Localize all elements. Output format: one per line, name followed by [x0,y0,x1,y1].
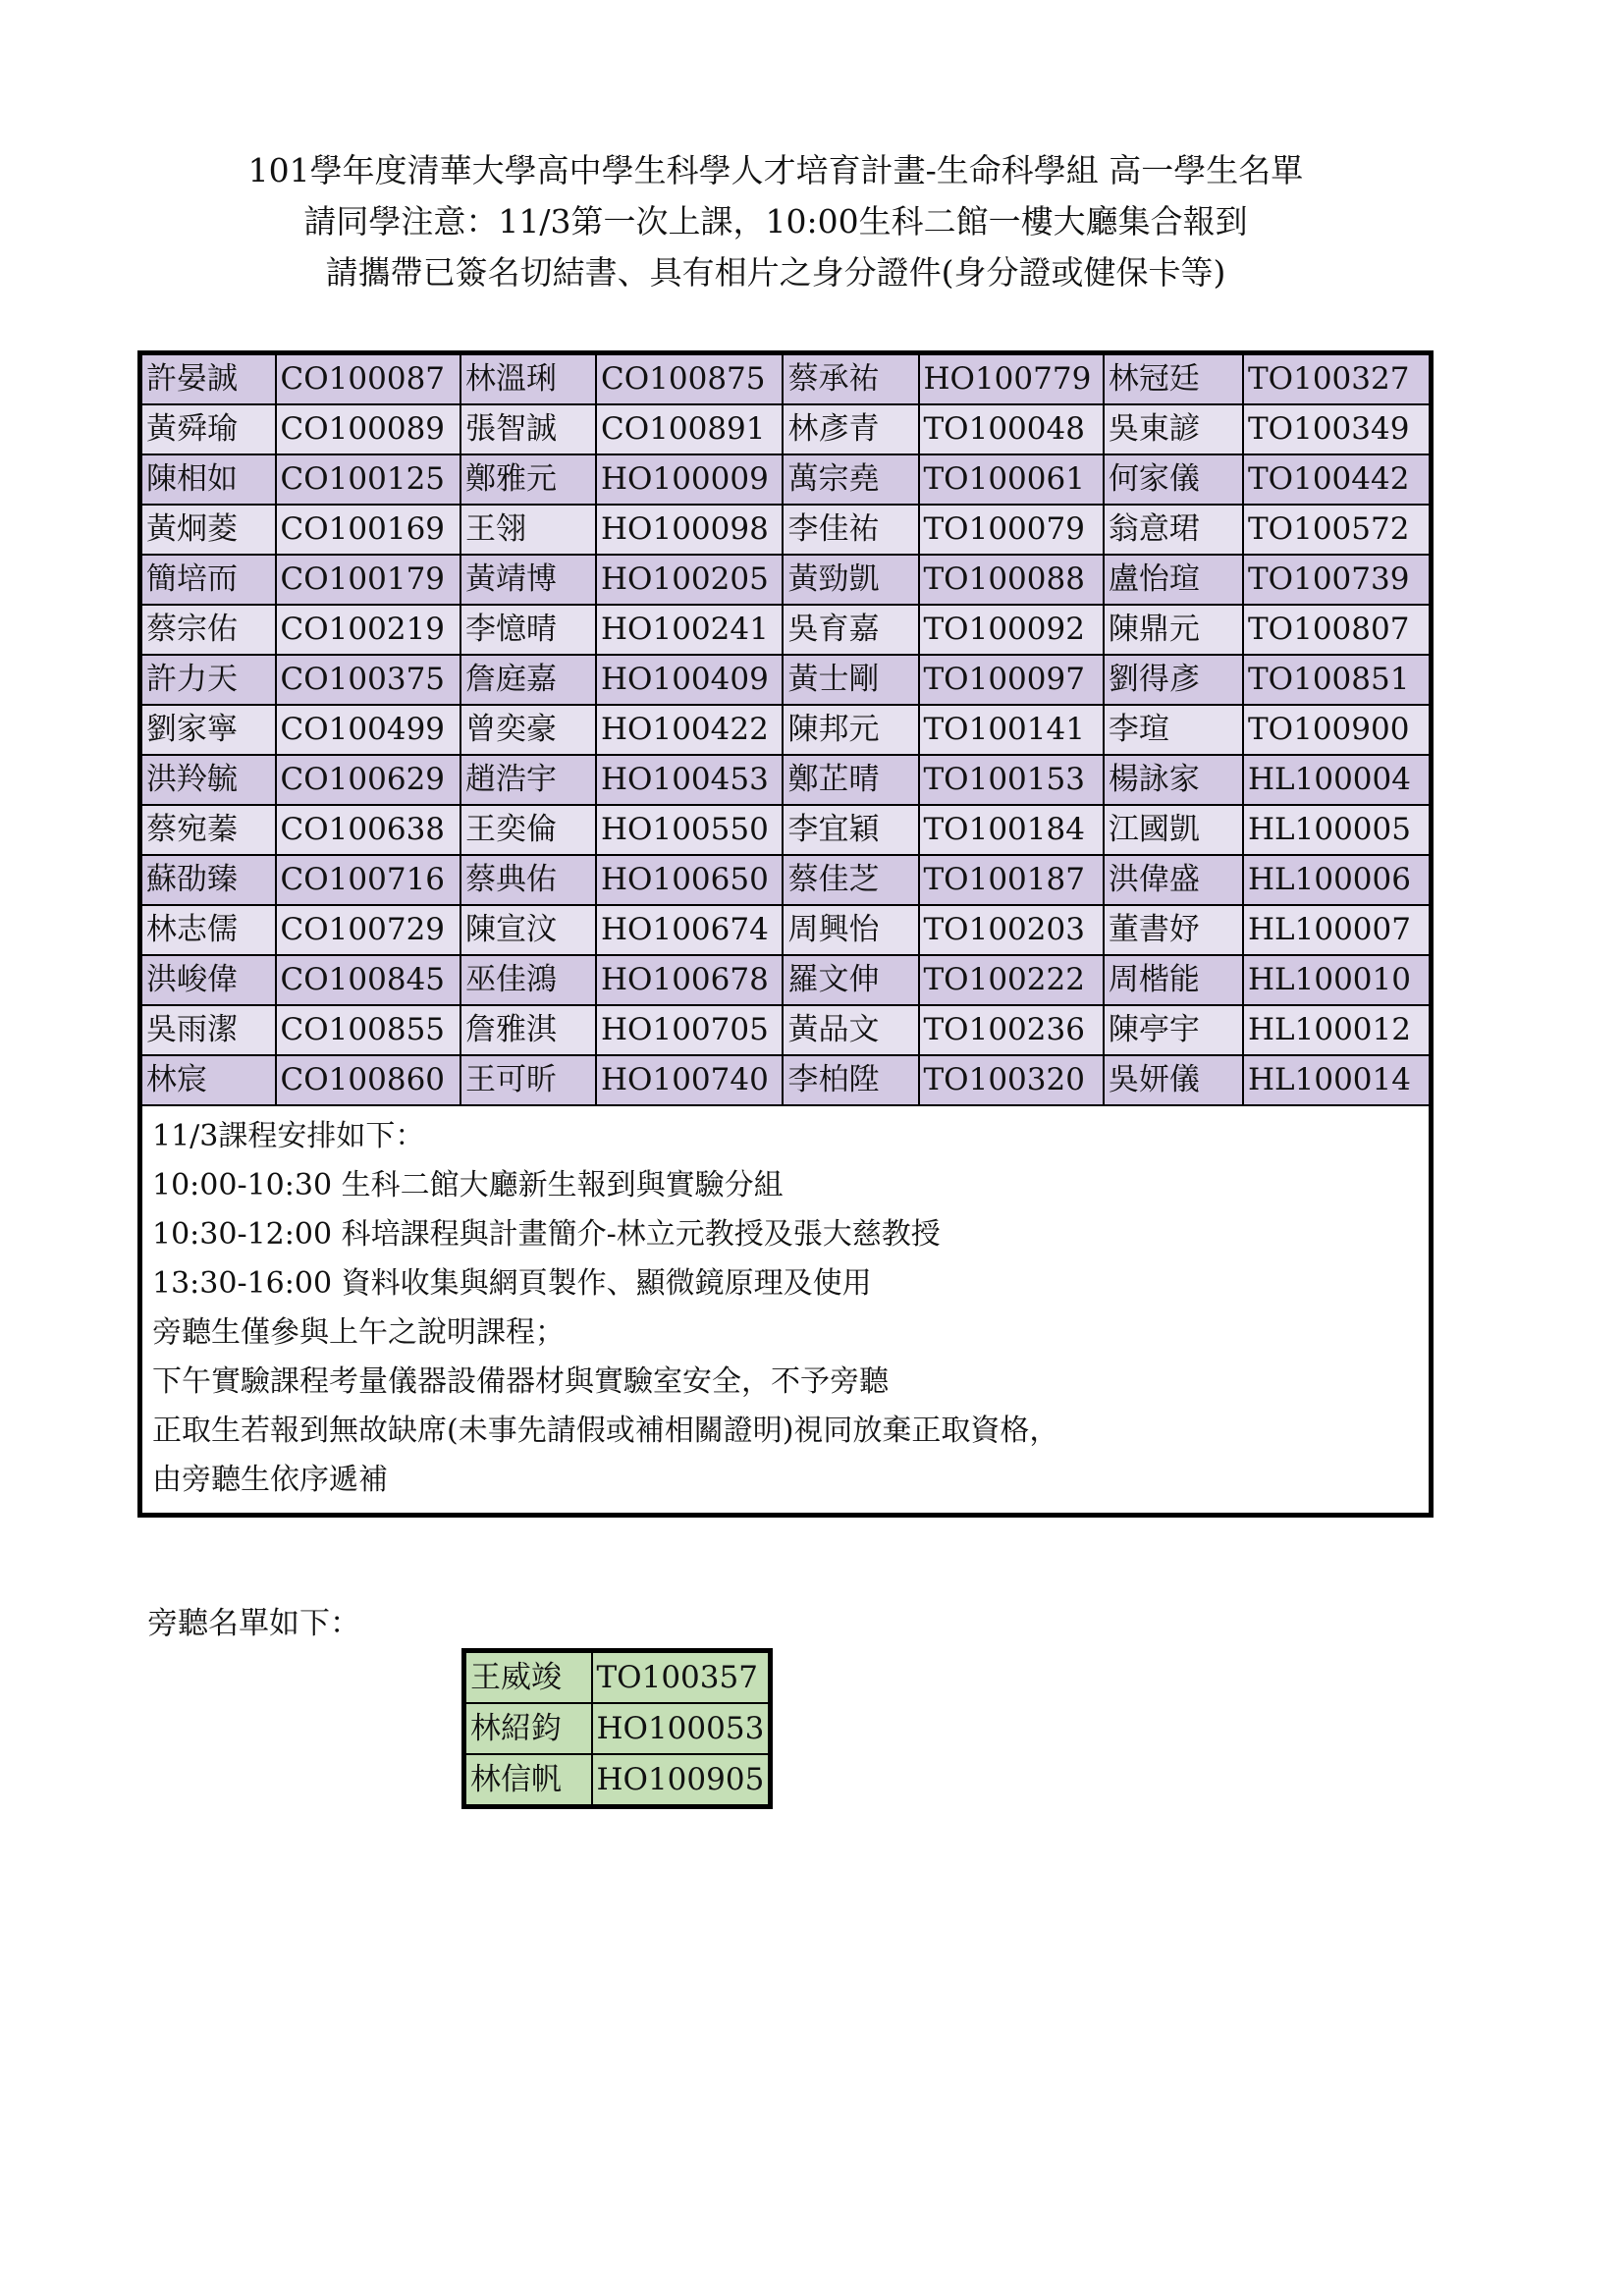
student-name-cell: 張智誠 [460,404,596,454]
student-name-cell: 詹雅淇 [460,1005,596,1055]
table-row [140,555,1432,605]
student-name-cell: 萬宗堯 [783,454,918,505]
student-name-cell: 周楷能 [1104,955,1243,1005]
student-id-cell: HO100422 [596,705,783,755]
student-name-cell: 林志儒 [140,905,276,955]
student-id-cell: HO100779 [919,353,1104,405]
student-id-cell: TO100184 [919,805,1104,855]
auditor-list-label: 旁聽名單如下： [147,1606,360,1641]
student-name-cell: 蔡典佑 [460,855,596,905]
student-id-cell: HO100678 [596,955,783,1005]
schedule-notes [140,1105,1432,1516]
student-name-cell: 蔡佳芝 [783,855,918,905]
student-name-cell: 許晏誠 [140,353,276,405]
auditor-name-cell: 林信帆 [464,1754,592,1807]
table-row [464,1651,771,1704]
student-id-cell: CO100629 [276,755,460,805]
student-name-cell: 黃品文 [783,1005,918,1055]
student-id-cell: CO100179 [276,555,460,605]
table-row [140,605,1432,655]
auditor-id-cell: TO100357 [592,1651,771,1704]
student-id-cell: HL100007 [1243,905,1432,955]
table-row [140,955,1432,1005]
student-name-cell: 李柏陞 [783,1055,918,1105]
student-id-cell: TO100203 [919,905,1104,955]
student-id-cell: HL100004 [1243,755,1432,805]
table-row [140,404,1432,454]
student-id-cell: HO100098 [596,505,783,555]
table-row [140,805,1432,855]
student-name-cell: 黃勁凱 [783,555,918,605]
student-name-cell: 洪羚毓 [140,755,276,805]
table-row [140,755,1432,805]
student-id-cell: TO100851 [1243,655,1432,705]
student-name-cell: 許力天 [140,655,276,705]
student-name-cell: 蔡承祐 [783,353,918,405]
student-name-cell: 劉家寧 [140,705,276,755]
student-id-cell: TO100442 [1243,454,1432,505]
auditor-name-cell: 林紹鈞 [464,1703,592,1754]
auditor-name-cell: 王威竣 [464,1651,592,1704]
student-name-cell: 黃靖博 [460,555,596,605]
student-id-cell: CO100219 [276,605,460,655]
student-roster-table [137,350,1434,1518]
student-name-cell: 林彥青 [783,404,918,454]
table-row [140,1005,1432,1055]
document-title: 101學年度清華大學高中學生科學人才培育計畫-生命科學組 高一學生名單 [247,151,1304,189]
student-id-cell: TO100153 [919,755,1104,805]
student-name-cell: 羅文伸 [783,955,918,1005]
student-id-cell: TO100572 [1243,505,1432,555]
student-id-cell: HO100409 [596,655,783,705]
table-row [140,1055,1432,1105]
student-name-cell: 蔡宗佑 [140,605,276,655]
student-name-cell: 董書妤 [1104,905,1243,955]
student-id-cell: HL100005 [1243,805,1432,855]
student-name-cell: 何家儀 [1104,454,1243,505]
auditor-table [461,1648,773,1809]
table-row [140,505,1432,555]
student-id-cell: TO100222 [919,955,1104,1005]
student-name-cell: 陳亭宇 [1104,1005,1243,1055]
student-name-cell: 蔡宛蓁 [140,805,276,855]
student-name-cell: 劉得彥 [1104,655,1243,705]
student-name-cell: 楊詠家 [1104,755,1243,805]
student-id-cell: TO100349 [1243,404,1432,454]
note-line: 旁聽生僅參與上午之說明課程； [152,1315,565,1350]
student-name-cell: 黃士剛 [783,655,918,705]
student-id-cell: TO100141 [919,705,1104,755]
student-id-cell: TO100900 [1243,705,1432,755]
student-name-cell: 黃舜瑜 [140,404,276,454]
table-row [140,705,1432,755]
table-row [140,855,1432,905]
student-id-cell: CO100845 [276,955,460,1005]
student-name-cell: 蘇劭臻 [140,855,276,905]
student-id-cell: TO100739 [1243,555,1432,605]
notice-line: 請同學注意：11/3第一次上課，10:00生科二館一樓大廳集合報到 [303,202,1248,240]
student-name-cell: 陳邦元 [783,705,918,755]
student-name-cell: 李瑄 [1104,705,1243,755]
student-id-cell: TO100061 [919,454,1104,505]
student-id-cell: HO100740 [596,1055,783,1105]
student-name-cell: 曾奕豪 [460,705,596,755]
student-id-cell: TO100092 [919,605,1104,655]
student-name-cell: 李宜穎 [783,805,918,855]
student-id-cell: TO100088 [919,555,1104,605]
note-line: 由旁聽生依序遞補 [152,1463,388,1497]
student-id-cell: HO100674 [596,905,783,955]
note-line: 11/3課程安排如下： [152,1119,425,1153]
student-name-cell: 翁意珺 [1104,505,1243,555]
student-id-cell: CO100855 [276,1005,460,1055]
student-id-cell: CO100087 [276,353,460,405]
student-name-cell: 巫佳鴻 [460,955,596,1005]
student-id-cell: CO100169 [276,505,460,555]
student-name-cell: 吳東諺 [1104,404,1243,454]
student-id-cell: HO100705 [596,1005,783,1055]
student-id-cell: HO100205 [596,555,783,605]
student-name-cell: 王奕倫 [460,805,596,855]
table-row [140,655,1432,705]
student-name-cell: 趙浩宇 [460,755,596,805]
student-id-cell: CO100716 [276,855,460,905]
student-id-cell: CO100860 [276,1055,460,1105]
student-name-cell: 吳育嘉 [783,605,918,655]
student-id-cell: HO100453 [596,755,783,805]
student-id-cell: TO100320 [919,1055,1104,1105]
student-id-cell: TO100097 [919,655,1104,705]
student-name-cell: 陳相如 [140,454,276,505]
note-line: 10:30-12:00 科培課程與計畫簡介-林立元教授及張大慈教授 [152,1217,941,1252]
student-id-cell: TO100327 [1243,353,1432,405]
student-name-cell: 王翎 [460,505,596,555]
student-id-cell: HO100650 [596,855,783,905]
student-id-cell: CO100375 [276,655,460,705]
note-line: 10:00-10:30 生科二館大廳新生報到與實驗分組 [152,1168,784,1202]
student-name-cell: 吳妍儀 [1104,1055,1243,1105]
auditor-id-cell: HO100905 [592,1754,771,1807]
student-name-cell: 鄭雅元 [460,454,596,505]
student-name-cell: 盧怡瑄 [1104,555,1243,605]
student-name-cell: 鄭芷晴 [783,755,918,805]
student-name-cell: 李憶晴 [460,605,596,655]
student-id-cell: HO100241 [596,605,783,655]
note-line: 正取生若報到無故缺席(未事先請假或補相關證明)視同放棄正取資格， [152,1414,1059,1448]
student-name-cell: 王可昕 [460,1055,596,1105]
table-row [140,454,1432,505]
student-id-cell: TO100236 [919,1005,1104,1055]
table-row [140,905,1432,955]
student-name-cell: 陳宣汶 [460,905,596,955]
student-name-cell: 江國凱 [1104,805,1243,855]
student-id-cell: CO100729 [276,905,460,955]
student-id-cell: CO100875 [596,353,783,405]
student-name-cell: 詹庭嘉 [460,655,596,705]
student-name-cell: 陳鼎元 [1104,605,1243,655]
student-name-cell: 李佳祐 [783,505,918,555]
student-name-cell: 洪偉盛 [1104,855,1243,905]
student-id-cell: CO100499 [276,705,460,755]
student-name-cell: 林溫琍 [460,353,596,405]
student-id-cell: TO100048 [919,404,1104,454]
document-header [137,145,1414,298]
student-id-cell: TO100079 [919,505,1104,555]
student-name-cell: 黃炯菱 [140,505,276,555]
student-name-cell: 林冠廷 [1104,353,1243,405]
student-id-cell: TO100187 [919,855,1104,905]
student-id-cell: HO100009 [596,454,783,505]
student-name-cell: 吳雨潔 [140,1005,276,1055]
bring-documents-line: 請攜帶已簽名切結書、具有相片之身分證件(身分證或健保卡等) [325,253,1226,292]
table-row [464,1703,771,1754]
note-line: 下午實驗課程考量儀器設備器材與實驗室安全，不予旁聽 [152,1364,889,1399]
student-name-cell: 周興怡 [783,905,918,955]
table-row [464,1754,771,1807]
table-row [140,353,1432,405]
note-line: 13:30-16:00 資料收集與網頁製作、顯微鏡原理及使用 [152,1266,872,1301]
student-id-cell: CO100089 [276,404,460,454]
auditor-id-cell: HO100053 [592,1703,771,1754]
student-name-cell: 洪峻偉 [140,955,276,1005]
student-id-cell: HL100006 [1243,855,1432,905]
student-id-cell: TO100807 [1243,605,1432,655]
student-id-cell: HL100010 [1243,955,1432,1005]
schedule-notes-row [140,1105,1432,1516]
student-name-cell: 林宸 [140,1055,276,1105]
student-id-cell: HL100014 [1243,1055,1432,1105]
student-name-cell: 簡培而 [140,555,276,605]
student-id-cell: CO100638 [276,805,460,855]
student-id-cell: CO100125 [276,454,460,505]
student-id-cell: CO100891 [596,404,783,454]
student-id-cell: HL100012 [1243,1005,1432,1055]
student-id-cell: HO100550 [596,805,783,855]
